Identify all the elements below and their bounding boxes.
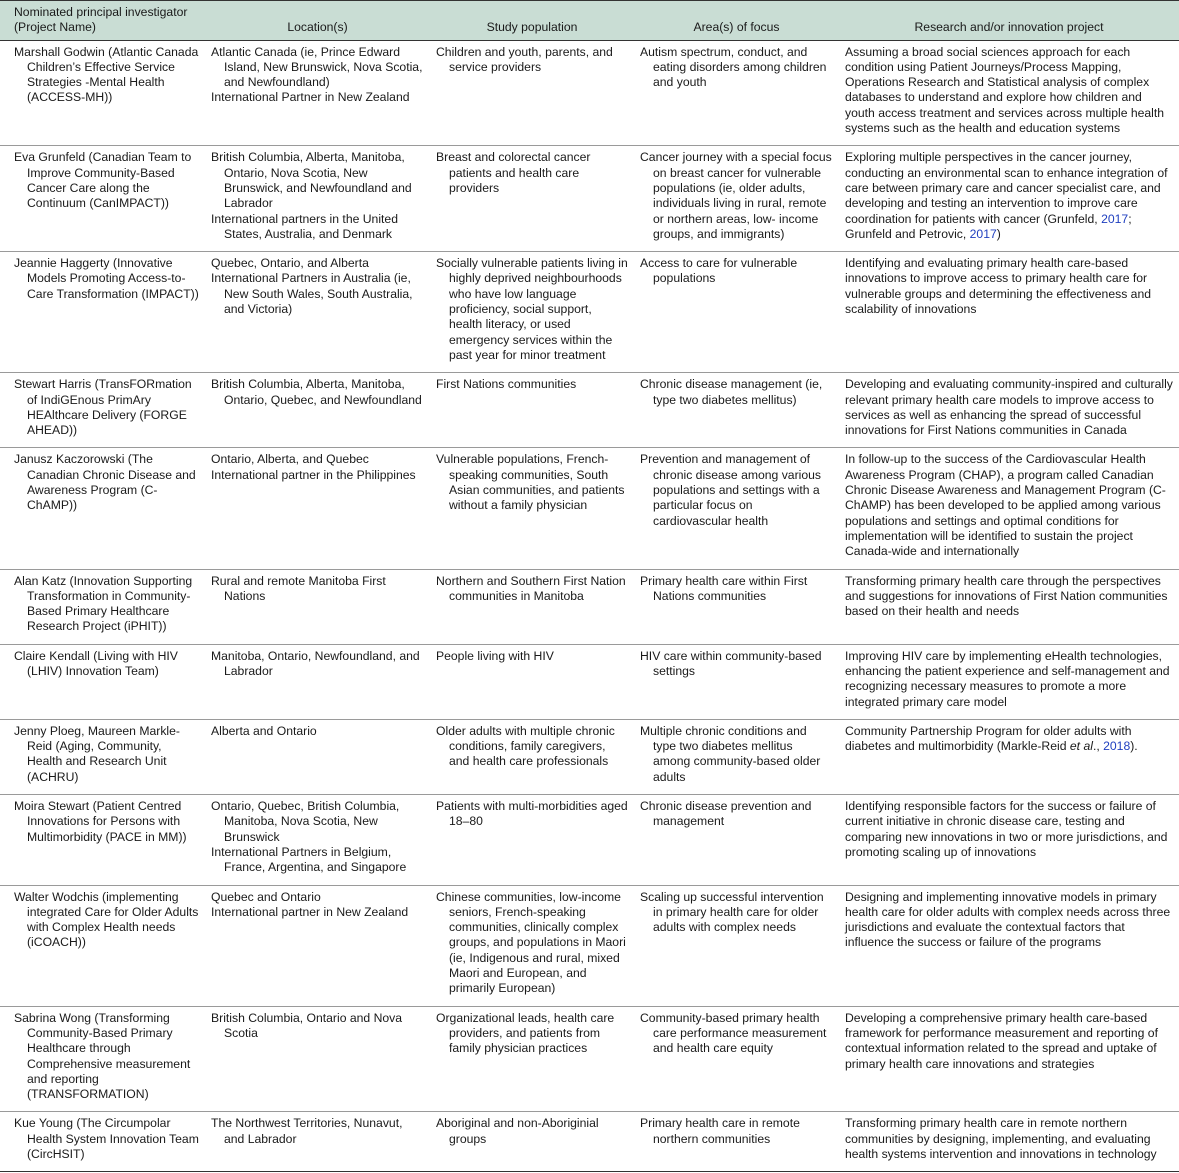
- cell-population: [430, 795, 634, 885]
- cell-population: [430, 719, 634, 794]
- focus-text: Community-based primary health care performance measurement and health care equity: [640, 1010, 827, 1056]
- cell-focus: [634, 719, 839, 794]
- cell-focus: [634, 885, 839, 1006]
- population-text: First Nations communities: [436, 377, 577, 392]
- cell-locations: [205, 1112, 430, 1172]
- cell-project: [839, 448, 1179, 569]
- location-line: International partner in New Zealand: [211, 904, 409, 919]
- table-row: [0, 644, 1179, 719]
- cell-project: [839, 644, 1179, 719]
- location-line: International Partner in New Zealand: [211, 90, 410, 105]
- table-row: [0, 146, 1179, 252]
- population-text: Breast and colorectal cancer patients and health care providers: [436, 150, 591, 195]
- focus-text: Autism spectrum, conduct, and eating disorders among children and youth: [640, 44, 827, 90]
- cell-focus: [634, 569, 839, 644]
- cell-population: [430, 644, 634, 719]
- cell-investigator: [0, 1112, 205, 1172]
- cell-focus: [634, 448, 839, 569]
- cell-investigator: [0, 644, 205, 719]
- project-text: [845, 724, 1173, 755]
- investigator-text: Claire Kendall (Living with HIV (LHIV) Innovation Team): [14, 648, 178, 678]
- population-text: Organizational leads, health care providers, and patients from family physician practices: [436, 1010, 615, 1056]
- cell-population: [430, 252, 634, 373]
- cell-population: [430, 40, 634, 146]
- location-line: The Northwest Territories, Nunavut, and Labrador: [211, 1116, 403, 1146]
- location-line: Quebec, Ontario, and Alberta: [211, 256, 369, 271]
- project-text: Developing and evaluating community-inspired and culturally relevant primary health care models to improve access to services as well as enhancing the spread of successful innovations for First Nations communities in Canada: [845, 377, 1173, 438]
- project-text: In follow-up to the success of the Cardiovascular Health Awareness Program (CHAP), a program called Canadian Chronic Disease Awareness and Management Program (C-ChAMP) has been developed to be applied among various populations and settings and optimal conditions for implementation will be identified to sustain the project Canada-wide and internationally: [845, 452, 1166, 559]
- cell-locations: [205, 885, 430, 1006]
- population-text: Older adults with multiple chronic conditions, family caregivers, and health care professionals: [436, 723, 615, 769]
- header-row: [0, 1, 1179, 41]
- project-text: Transforming primary health care in remote northern communities by designing, implementing, and evaluating health systems intervention and innovations in technology: [845, 1116, 1157, 1161]
- location-line: Ontario, Alberta, and Quebec: [211, 452, 369, 467]
- project-text: [845, 150, 1173, 242]
- cell-project: [839, 252, 1179, 373]
- table-body: [0, 40, 1179, 1172]
- investigator-text: Moira Stewart (Patient Centred Innovations for Persons with Multimorbidity (PACE in MM)): [14, 799, 187, 844]
- population-text: Northern and Southern First Nation communities in Manitoba: [436, 573, 626, 603]
- cell-locations: [205, 373, 430, 448]
- cell-locations: [205, 1006, 430, 1112]
- investigator-text: Stewart Harris (TransFORmation of IndiGEnous PrimAry HEAlthcare Delivery (FORGE AHEAD)): [14, 377, 192, 438]
- cell-focus: [634, 373, 839, 448]
- population-text: Aboriginal and non-Aboriginial groups: [436, 1116, 599, 1146]
- citation-link[interactable]: 2018: [1103, 739, 1131, 754]
- cell-project: [839, 1006, 1179, 1112]
- investigator-text: Kue Young (The Circumpolar Health System Innovation Team (CircHSIT): [14, 1116, 199, 1161]
- header-investigator: Nominated principal investigator (Project Name): [0, 1, 205, 41]
- table-row: [0, 1112, 1179, 1172]
- location-line: Alberta and Ontario: [211, 723, 317, 738]
- project-text-part: ; Grunfeld and Petrovic,: [845, 211, 1132, 241]
- cell-investigator: [0, 252, 205, 373]
- cell-focus: [634, 1006, 839, 1112]
- location-line: International partners in the United States, Australia, and Denmark: [211, 211, 398, 241]
- cell-locations: [205, 644, 430, 719]
- cell-locations: [205, 40, 430, 146]
- project-text: Designing and implementing innovative models in primary health care for older adults with complex needs across three jurisdictions and evaluate the contextual factors that influence the success or failure of the programs: [845, 889, 1171, 950]
- cell-investigator: [0, 1006, 205, 1112]
- cell-focus: [634, 644, 839, 719]
- table-row: [0, 252, 1179, 373]
- cell-project: [839, 373, 1179, 448]
- population-text: Socially vulnerable patients living in highly deprived neighbourhoods who have low language proficiency, social support, health literacy, or used emergency services within the past year for minor treatment: [436, 256, 628, 362]
- citation-link[interactable]: 2017: [1101, 211, 1129, 226]
- table-header: [0, 1, 1179, 41]
- population-text: Patients with multi-morbidities aged 18–80: [436, 799, 628, 829]
- table-row: [0, 373, 1179, 448]
- cell-population: [430, 569, 634, 644]
- location-line: Rural and remote Manitoba First Nations: [211, 573, 386, 603]
- cell-population: [430, 1112, 634, 1172]
- cell-investigator: [0, 885, 205, 1006]
- project-text: Assuming a broad social sciences approach for each condition using Patient Journeys/Process Mapping, Operations Research and Statistical analysis of complex databases to understand and explore how children and youth access treatment and services across multiple health systems such as the health and education systems: [845, 44, 1165, 136]
- investigator-text: Jeannie Haggerty (Innovative Models Promoting Access-to-Care Transformation (IMPACT)): [14, 256, 199, 301]
- investigator-text: Eva Grunfeld (Canadian Team to Improve Community-Based Cancer Care along the Continuum (CanIMPACT)): [14, 150, 192, 211]
- focus-text: Primary health care in remote northern communities: [640, 1116, 800, 1146]
- location-line: Manitoba, Ontario, Newfoundland, and Labrador: [211, 648, 420, 678]
- cell-project: [839, 146, 1179, 252]
- focus-text: Chronic disease prevention and management: [640, 799, 812, 829]
- cell-locations: [205, 252, 430, 373]
- cell-population: [430, 1006, 634, 1112]
- citation-link[interactable]: 2017: [969, 226, 997, 241]
- table-row: [0, 569, 1179, 644]
- cell-focus: [634, 1112, 839, 1172]
- cell-focus: [634, 795, 839, 885]
- cell-population: [430, 448, 634, 569]
- cell-project: [839, 40, 1179, 146]
- project-text-part: Exploring multiple perspectives in the cancer journey, conducting an environmental scan to enhance integration of care between primary care and cancer specialist care, and developing and testing an intervention to improve care coordination for patients with cancer (Grunfeld,: [845, 150, 1168, 226]
- table-row: [0, 1006, 1179, 1112]
- focus-text: Prevention and management of chronic disease among various populations and settings with a particular focus on cardiovascular health: [640, 452, 822, 528]
- cell-locations: [205, 448, 430, 569]
- table-row: [0, 40, 1179, 146]
- focus-text: Access to care for vulnerable populations: [640, 256, 798, 286]
- population-text: Chinese communities, low-income seniors, French-speaking communities, clinically complex groups, and populations in Maori (ie, Indigenous and rural, mixed Maori and European, and primarily European): [436, 889, 626, 996]
- cell-investigator: [0, 795, 205, 885]
- cell-locations: [205, 719, 430, 794]
- focus-text: Scaling up successful intervention in primary health care for older adults with complex needs: [640, 889, 824, 935]
- investigator-text: Jenny Ploeg, Maureen Markle-Reid (Aging, Community, Health and Research Unit (ACHRU): [14, 723, 180, 784]
- project-text: Developing a comprehensive primary health care-based framework for performance measurement and reporting of contextual information related to the spread and uptake of primary health care innovations and strategies: [845, 1010, 1158, 1071]
- cell-investigator: [0, 719, 205, 794]
- project-text-part: Community Partnership Program for older adults with diabetes and multimorbidity (Markle-Reid: [845, 723, 1132, 754]
- cell-investigator: [0, 40, 205, 146]
- focus-text: Chronic disease management (ie, type two diabetes mellitus): [640, 377, 823, 407]
- table-row: [0, 719, 1179, 794]
- cell-investigator: [0, 373, 205, 448]
- investigator-text: Walter Wodchis (implementing integrated Care for Older Adults with Complex Health needs (iCOACH)): [14, 889, 199, 950]
- investigator-text: Marshall Godwin (Atlantic Canada Children’s Effective Service Strategies -Mental Health (ACCESS-MH)): [14, 44, 199, 105]
- header-locations: Location(s): [205, 1, 430, 41]
- cell-focus: [634, 146, 839, 252]
- table-row: [0, 448, 1179, 569]
- cell-project: [839, 569, 1179, 644]
- cell-focus: [634, 40, 839, 146]
- focus-text: Multiple chronic conditions and type two diabetes mellitus among community-based older adults: [640, 723, 821, 784]
- population-text: People living with HIV: [436, 648, 554, 663]
- focus-text: Cancer journey with a special focus on breast cancer for vulnerable populations (ie, older adults, individuals living in rural, remote or northern areas, low- income groups, and immigrants): [640, 150, 832, 241]
- location-line: Atlantic Canada (ie, Prince Edward Island, New Brunswick, Nova Scotia, and Newfoundland): [211, 44, 423, 90]
- location-line: International partner in the Philippines: [211, 467, 416, 482]
- project-text: Identifying responsible factors for the success or failure of current initiative in chronic disease care, testing and comparing new innovations in two or more jurisdictions, and promoting scaling up of innovations: [845, 799, 1168, 859]
- cell-project: [839, 885, 1179, 1006]
- project-text-part: ): [996, 226, 1001, 241]
- investigator-text: Janusz Kaczorowski (The Canadian Chronic Disease and Awareness Program (C-ChAMP)): [14, 452, 196, 513]
- location-line: British Columbia, Ontario and Nova Scotia: [211, 1010, 403, 1040]
- cell-project: [839, 1112, 1179, 1172]
- location-line: International Partners in Australia (ie, New South Wales, South Australia, and Victoria): [211, 271, 413, 317]
- project-text-part: .,: [1092, 739, 1104, 754]
- location-line: International Partners in Belgium, France, Argentina, and Singapore: [211, 844, 407, 875]
- project-text: Transforming primary health care through the perspectives and suggestions for innovations of First Nation communities based on their health and needs: [845, 573, 1168, 619]
- cell-project: [839, 719, 1179, 794]
- population-text: Children and youth, parents, and service providers: [436, 44, 613, 74]
- cell-locations: [205, 146, 430, 252]
- cell-locations: [205, 569, 430, 644]
- table-row: [0, 795, 1179, 885]
- project-text: Improving HIV care by implementing eHealth technologies, enhancing the patient experience and self-management and recognizing necessary measures to promote a more integrated primary care model: [845, 648, 1170, 709]
- population-text: Vulnerable populations, French-speaking communities, South Asian communities, and patients without a family physician: [436, 452, 625, 513]
- location-line: Ontario, Quebec, British Columbia, Manitoba, Nova Scotia, New Brunswick: [211, 799, 400, 844]
- focus-text: HIV care within community-based settings: [640, 648, 822, 678]
- investigator-text: Sabrina Wong (Transforming Community-Based Primary Healthcare through Comprehensive measurement and reporting (TRANSFORMATION): [14, 1010, 191, 1102]
- location-line: Quebec and Ontario: [211, 889, 321, 904]
- focus-text: Primary health care within First Nations communities: [640, 573, 808, 603]
- cell-investigator: [0, 569, 205, 644]
- cell-investigator: [0, 448, 205, 569]
- project-text-part: ).: [1130, 739, 1138, 754]
- project-text: Identifying and evaluating primary health care-based innovations to improve access to primary health care for vulnerable groups and determining the effectiveness and scalability of innovations: [845, 256, 1152, 317]
- cell-focus: [634, 252, 839, 373]
- location-line: British Columbia, Alberta, Manitoba, Ontario, Quebec, and Newfoundland: [211, 377, 422, 407]
- cell-population: [430, 373, 634, 448]
- cell-population: [430, 885, 634, 1006]
- cell-population: [430, 146, 634, 252]
- header-population: Study population: [430, 1, 634, 41]
- investigator-text: Alan Katz (Innovation Supporting Transformation in Community-Based Primary Healthcare Research Project (iPHIT)): [14, 573, 193, 634]
- cell-locations: [205, 795, 430, 885]
- cell-project: [839, 795, 1179, 885]
- cell-investigator: [0, 146, 205, 252]
- project-text-italic: et al: [1069, 739, 1093, 754]
- location-line: British Columbia, Alberta, Manitoba, Ontario, Nova Scotia, New Brunswick, and Newfoundland and Labrador: [211, 150, 412, 211]
- header-project: Research and/or innovation project: [839, 1, 1179, 41]
- header-focus: Area(s) of focus: [634, 1, 839, 41]
- table-row: [0, 885, 1179, 1006]
